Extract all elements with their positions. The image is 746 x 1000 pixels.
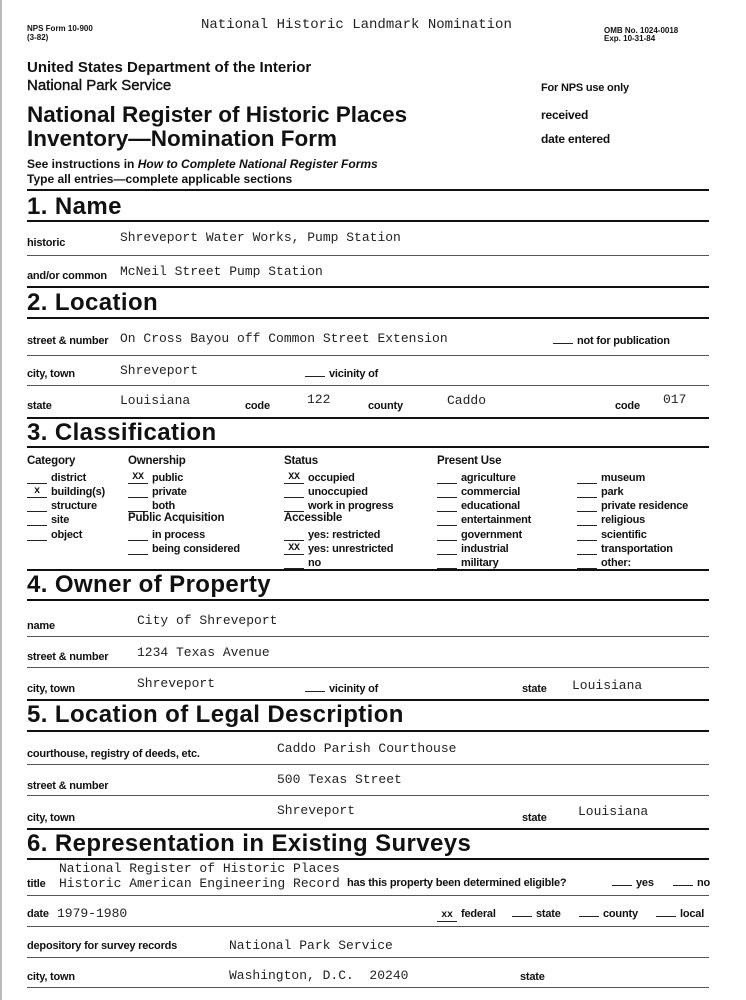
survey-title-label: title bbox=[27, 878, 46, 890]
not-for-publication[interactable] bbox=[553, 336, 670, 347]
county-value[interactable]: Caddo bbox=[447, 393, 487, 408]
option-label: entertainment bbox=[461, 514, 532, 527]
checkbox[interactable] bbox=[612, 885, 632, 886]
option-label: being considered bbox=[152, 543, 240, 556]
field-line bbox=[27, 636, 709, 637]
option-label: federal bbox=[461, 908, 496, 920]
field-line bbox=[27, 957, 709, 958]
option-label: in process bbox=[152, 528, 206, 541]
survey-state-label: state bbox=[520, 971, 545, 983]
divider bbox=[27, 286, 709, 288]
checkbox[interactable]: XX bbox=[128, 473, 148, 484]
present-use-column-2 bbox=[577, 455, 688, 569]
city-label: city, town bbox=[27, 368, 75, 380]
section-1-heading: 1. Name bbox=[27, 193, 122, 220]
use-agriculture[interactable] bbox=[437, 469, 531, 483]
category-site[interactable] bbox=[27, 512, 105, 526]
survey-city[interactable]: Washington, D.C. 20240 bbox=[229, 968, 409, 983]
divider bbox=[27, 858, 709, 860]
depository-label: depository for survey records bbox=[27, 940, 178, 952]
ownership-column bbox=[128, 455, 240, 555]
checkbox[interactable] bbox=[27, 483, 47, 484]
status-column bbox=[284, 455, 393, 569]
option-label: county bbox=[603, 908, 638, 920]
checkbox[interactable] bbox=[673, 885, 693, 886]
level-local[interactable] bbox=[656, 909, 704, 920]
option-label: no bbox=[308, 557, 322, 570]
checkbox[interactable]: XX bbox=[284, 473, 304, 484]
page-edge bbox=[0, 0, 2, 1000]
option-label: site bbox=[51, 514, 70, 527]
field-line bbox=[27, 895, 709, 896]
option-label: military bbox=[461, 557, 499, 570]
common-name-label: and/or common bbox=[27, 270, 107, 282]
divider bbox=[27, 599, 709, 601]
option-label: public bbox=[152, 471, 184, 484]
checkbox[interactable] bbox=[577, 525, 597, 526]
option-label: object bbox=[51, 528, 83, 541]
checkbox[interactable] bbox=[284, 497, 304, 498]
checkbox[interactable] bbox=[27, 511, 47, 512]
county-label: county bbox=[368, 400, 403, 412]
field-line bbox=[27, 255, 709, 256]
nps-use-label: For NPS use only bbox=[541, 82, 629, 94]
common-name[interactable]: McNeil Street Pump Station bbox=[120, 264, 323, 279]
street-value[interactable]: On Cross Bayou off Common Street Extension bbox=[120, 331, 448, 346]
divider bbox=[27, 189, 709, 191]
use-industrial[interactable] bbox=[437, 541, 531, 555]
checkbox[interactable]: x bbox=[27, 487, 47, 498]
accessible-title: Accessible bbox=[284, 512, 343, 525]
field-line bbox=[27, 795, 709, 796]
option-label: private bbox=[152, 485, 187, 498]
category-title: Category bbox=[27, 455, 76, 467]
section-6-heading: 6. Representation in Existing Surveys bbox=[27, 830, 472, 857]
field-line bbox=[27, 667, 709, 668]
state-code[interactable]: 122 bbox=[307, 392, 331, 407]
checkbox[interactable] bbox=[579, 916, 599, 917]
vicinity-label: vicinity of bbox=[329, 368, 379, 380]
owner-street[interactable]: 1234 Texas Avenue bbox=[137, 645, 270, 660]
use-park[interactable] bbox=[577, 484, 688, 498]
state-value[interactable]: Louisiana bbox=[120, 393, 191, 408]
checkbox[interactable] bbox=[577, 554, 597, 555]
ownership-public[interactable] bbox=[128, 469, 240, 483]
checkbox[interactable] bbox=[577, 483, 597, 484]
owner-street-label: street & number bbox=[27, 651, 109, 663]
use-private-residence[interactable] bbox=[577, 498, 688, 512]
use-entertainment[interactable] bbox=[437, 512, 531, 526]
checkbox[interactable] bbox=[577, 511, 597, 512]
checkbox[interactable] bbox=[656, 916, 676, 917]
option-label: occupied bbox=[308, 471, 355, 484]
option-label: scientific bbox=[601, 528, 647, 541]
option-label: agriculture bbox=[461, 471, 516, 484]
category-structure[interactable] bbox=[27, 498, 105, 512]
option-label: state bbox=[536, 908, 561, 920]
use-commercial[interactable] bbox=[437, 484, 531, 498]
vicinity[interactable] bbox=[305, 369, 378, 380]
county-code-label: code bbox=[615, 400, 640, 412]
courthouse[interactable]: Caddo Parish Courthouse bbox=[277, 741, 457, 756]
acquisition-in-process[interactable] bbox=[128, 526, 240, 540]
depository[interactable]: National Park Service bbox=[229, 938, 393, 953]
checkbox[interactable] bbox=[437, 497, 457, 498]
form-date: (3-82) bbox=[27, 33, 49, 42]
checkbox-blank[interactable] bbox=[553, 343, 573, 344]
checkbox[interactable] bbox=[27, 525, 47, 526]
field-line bbox=[27, 926, 709, 927]
use-scientific[interactable] bbox=[577, 526, 688, 540]
owner-name-label: name bbox=[27, 620, 55, 632]
section-4-heading: 4. Owner of Property bbox=[27, 571, 272, 598]
instructions-prefix: See instructions in bbox=[27, 157, 138, 171]
category-buildings[interactable] bbox=[27, 484, 105, 498]
instructions bbox=[27, 158, 378, 170]
legal-state-label: state bbox=[522, 812, 547, 824]
checkbox[interactable] bbox=[512, 916, 532, 917]
department: United States Department of the Interior bbox=[27, 59, 312, 76]
owner-vicinity[interactable] bbox=[305, 684, 378, 695]
option-label: yes: restricted bbox=[308, 528, 381, 541]
historic-label: historic bbox=[27, 237, 66, 249]
checkbox[interactable] bbox=[437, 511, 457, 512]
owner-city-label: city, town bbox=[27, 683, 75, 695]
option-label: both bbox=[152, 500, 176, 513]
accessible-unrestricted[interactable] bbox=[284, 541, 393, 555]
option-label: commercial bbox=[461, 485, 521, 498]
level-county[interactable] bbox=[579, 909, 638, 920]
checkbox[interactable] bbox=[128, 540, 148, 541]
eligible-question: has this property been determined eligible? bbox=[347, 877, 567, 889]
accessible-restricted[interactable] bbox=[284, 526, 393, 540]
option-label: transportation bbox=[601, 543, 673, 556]
use-transportation[interactable] bbox=[577, 541, 688, 555]
owner-name[interactable]: City of Shreveport bbox=[137, 613, 278, 628]
section-2-heading: 2. Location bbox=[27, 289, 159, 316]
category-district[interactable] bbox=[27, 469, 105, 483]
code-label: code bbox=[245, 400, 270, 412]
category-column bbox=[27, 455, 105, 541]
checkbox[interactable] bbox=[128, 554, 148, 555]
eligible-yes[interactable] bbox=[612, 878, 654, 889]
level-federal[interactable] bbox=[437, 909, 496, 922]
option-label: structure bbox=[51, 500, 97, 513]
option-label: yes: unrestricted bbox=[308, 543, 394, 556]
checkbox[interactable] bbox=[128, 497, 148, 498]
owner-state-label: state bbox=[522, 683, 547, 695]
divider bbox=[27, 730, 709, 732]
option-label: unoccupied bbox=[308, 485, 368, 498]
survey-title-2[interactable]: Historic American Engineering Record bbox=[59, 876, 340, 891]
legal-city-label: city, town bbox=[27, 812, 75, 824]
spacer bbox=[577, 455, 688, 469]
ownership-both[interactable] bbox=[128, 498, 240, 512]
survey-date-label: date bbox=[27, 908, 49, 920]
checkbox[interactable]: XX bbox=[284, 544, 304, 555]
status-unoccupied[interactable] bbox=[284, 484, 393, 498]
instructions-title: How to Complete National Register Forms bbox=[137, 157, 378, 171]
use-educational[interactable] bbox=[437, 498, 531, 512]
vicinity-label: vicinity of bbox=[329, 683, 379, 695]
survey-title-1[interactable]: National Register of Historic Places bbox=[59, 861, 340, 876]
present-use-title: Present Use bbox=[437, 455, 502, 467]
survey-date[interactable]: 1979-1980 bbox=[57, 906, 128, 921]
checkbox[interactable]: xx bbox=[437, 911, 457, 922]
field-line bbox=[27, 987, 709, 988]
historic-name[interactable]: Shreveport Water Works, Pump Station bbox=[120, 230, 401, 245]
owner-state[interactable]: Louisiana bbox=[572, 678, 643, 693]
form-title-1: National Register of Historic Places bbox=[27, 102, 408, 127]
eligible-no[interactable] bbox=[673, 878, 710, 889]
acquisition-title: Public Acquisition bbox=[128, 512, 225, 525]
checkbox[interactable] bbox=[437, 540, 457, 541]
field-line bbox=[27, 385, 709, 386]
date-entered-label: date entered bbox=[541, 132, 610, 146]
courthouse-label: courthouse, registry of deeds, etc. bbox=[27, 748, 200, 760]
state-label: state bbox=[27, 400, 52, 412]
option-label: museum bbox=[601, 471, 646, 484]
option-label: industrial bbox=[461, 543, 509, 556]
level-state[interactable] bbox=[512, 909, 561, 920]
use-other[interactable] bbox=[577, 555, 688, 569]
status-work-in-progress[interactable] bbox=[284, 498, 393, 512]
checkbox[interactable] bbox=[437, 483, 457, 484]
use-museum[interactable] bbox=[577, 469, 688, 483]
status-occupied[interactable] bbox=[284, 469, 393, 483]
option-label: educational bbox=[461, 500, 520, 513]
option-label: no bbox=[697, 877, 711, 889]
section-5-heading: 5. Location of Legal Description bbox=[27, 701, 404, 728]
field-line bbox=[27, 355, 709, 356]
option-label: yes bbox=[636, 877, 654, 889]
checkbox-blank[interactable] bbox=[305, 691, 325, 692]
divider bbox=[27, 317, 709, 319]
not-for-publication-label: not for publication bbox=[577, 335, 670, 347]
accessible-no[interactable] bbox=[284, 555, 393, 569]
received-label: received bbox=[541, 108, 589, 122]
field-line bbox=[27, 764, 709, 765]
checkbox[interactable] bbox=[27, 540, 47, 541]
checkbox-blank[interactable] bbox=[305, 376, 325, 377]
category-object[interactable] bbox=[27, 526, 105, 540]
instructions-2: Type all entries—complete applicable sections bbox=[27, 172, 293, 186]
use-military[interactable] bbox=[437, 555, 531, 569]
legal-street-label: street & number bbox=[27, 780, 109, 792]
checkbox[interactable] bbox=[577, 497, 597, 498]
owner-city[interactable]: Shreveport bbox=[137, 676, 216, 691]
omb-number: OMB No. 1024-0018 bbox=[604, 26, 679, 35]
option-label: government bbox=[461, 528, 522, 541]
option-label: other: bbox=[601, 557, 631, 570]
ownership-title: Ownership bbox=[128, 455, 186, 467]
checkbox[interactable] bbox=[577, 540, 597, 541]
expiration: Exp. 10-31-84 bbox=[604, 34, 656, 43]
street-label: street & number bbox=[27, 335, 109, 347]
option-label: religious bbox=[601, 514, 646, 527]
present-use-column-1 bbox=[437, 455, 531, 569]
use-government[interactable] bbox=[437, 526, 531, 540]
section-3-heading: 3. Classification bbox=[27, 419, 217, 446]
form-number: NPS Form 10-900 bbox=[27, 24, 93, 33]
status-title: Status bbox=[284, 455, 318, 467]
survey-city-label: city, town bbox=[27, 971, 75, 983]
form-title-2: Inventory—Nomination Form bbox=[27, 126, 338, 151]
service: National Park Service bbox=[27, 77, 172, 94]
legal-street[interactable]: 500 Texas Street bbox=[277, 772, 402, 787]
city-value[interactable]: Shreveport bbox=[120, 363, 199, 378]
option-label: park bbox=[601, 485, 624, 498]
option-label: private residence bbox=[601, 500, 689, 513]
legal-state[interactable]: Louisiana bbox=[578, 804, 649, 819]
checkbox[interactable] bbox=[437, 525, 457, 526]
option-label: building(s) bbox=[51, 485, 106, 498]
option-label: work in progress bbox=[308, 500, 394, 513]
option-label: local bbox=[680, 908, 705, 920]
checkbox[interactable] bbox=[284, 540, 304, 541]
checkbox[interactable] bbox=[437, 554, 457, 555]
ownership-private[interactable] bbox=[128, 484, 240, 498]
option-label: district bbox=[51, 471, 87, 484]
typed-title: National Historic Landmark Nomination bbox=[201, 17, 512, 33]
use-religious[interactable] bbox=[577, 512, 688, 526]
acquisition-being-considered[interactable] bbox=[128, 541, 240, 555]
divider bbox=[27, 220, 709, 222]
legal-city[interactable]: Shreveport bbox=[277, 803, 356, 818]
county-code[interactable]: 017 bbox=[663, 392, 687, 407]
divider bbox=[27, 446, 709, 448]
